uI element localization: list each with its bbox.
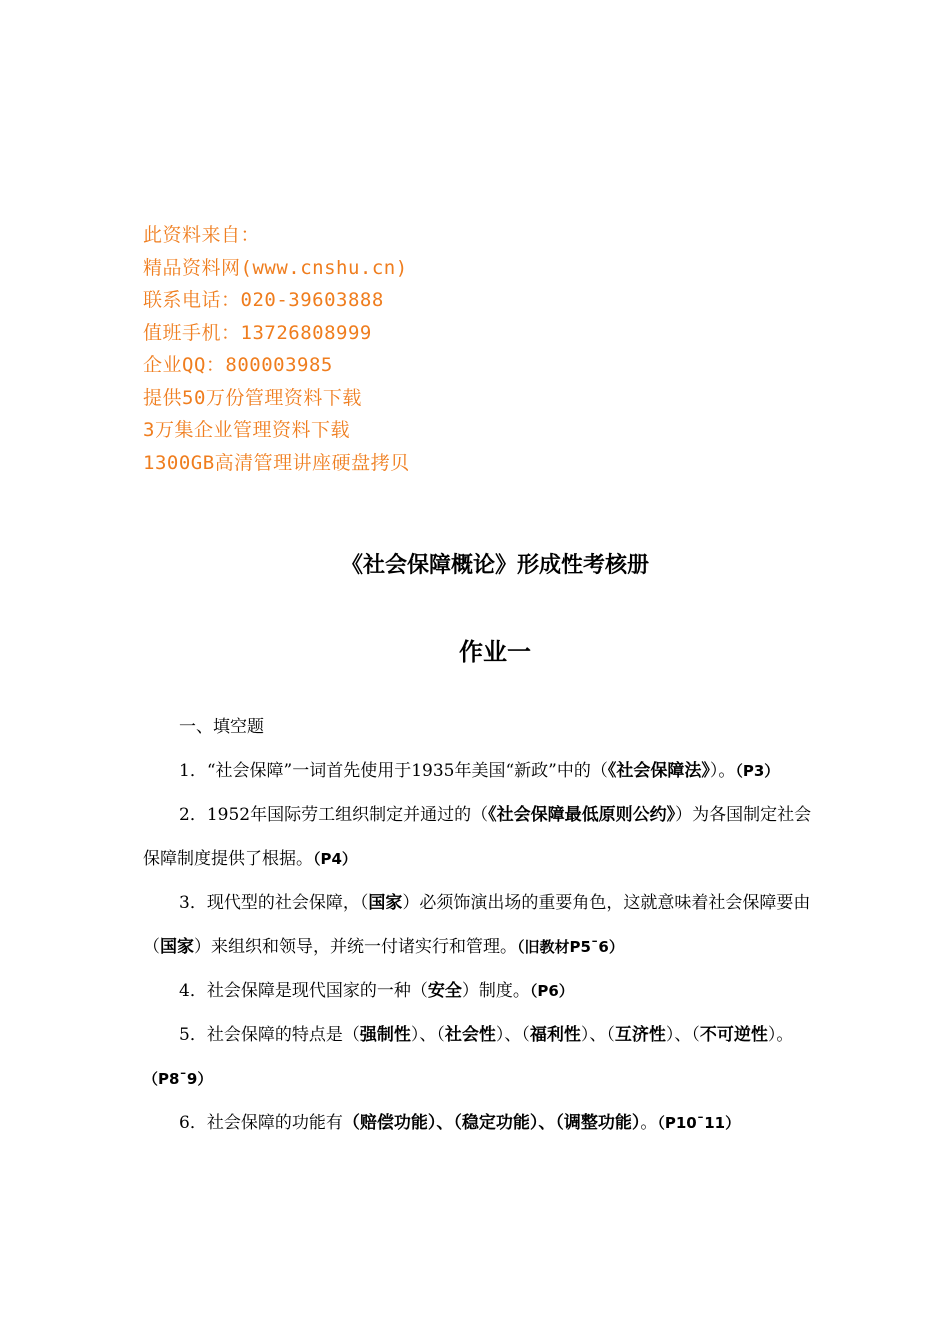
answer: 《社会保障最低原则公约》 <box>488 805 676 825</box>
source-line: 此资料来自： <box>143 224 261 246</box>
page-reference: （P6） <box>529 982 574 1000</box>
answer: （赔偿功能）、（稳定功能）、（调整功能） <box>342 1113 641 1133</box>
answer: 互济性 <box>614 1025 666 1045</box>
question-5: 5．社会保障的特点是（强制性）、（社会性）、（福利性）、（互济性）、（不可逆性）。（P8¯9） <box>143 1025 794 1088</box>
page-reference: （P8¯9） <box>143 1070 213 1088</box>
answer: 国家 <box>368 893 403 913</box>
answer: 安全 <box>427 981 462 1001</box>
assignment-heading: 作业一 <box>459 638 531 666</box>
document-body <box>143 705 815 1145</box>
promo-line-lectures: 1300GB高清管理讲座硬盘拷贝 <box>143 451 410 474</box>
answer: 福利性 <box>529 1025 581 1045</box>
website-line[interactable]: 精品资料网(www.cnshu.cn) <box>143 256 408 279</box>
answer: 《社会保障法》 <box>607 761 710 781</box>
promo-line-episodes: 3万集企业管理资料下载 <box>143 419 350 441</box>
phone-line: 联系电话：020-39603888 <box>143 289 384 311</box>
promo-line-materials: 提供50万份管理资料下载 <box>143 386 362 409</box>
answer: 强制性 <box>359 1025 411 1045</box>
page-reference: （P10¯11） <box>657 1114 741 1132</box>
page-reference: （P3） <box>735 762 780 780</box>
question-3: 3．现代型的社会保障，（国家）必须饰演出场的重要角色，这就意味着社会保障要由（国家）来组织和领导，并统一付诸实行和管理。（旧教材P5¯6） <box>143 893 811 957</box>
question-1: 1．“社会保障”一词首先使用于1935年美国“新政”中的（《社会保障法》）。（P3） <box>179 761 780 781</box>
mobile-line: 值班手机：13726808999 <box>143 321 372 344</box>
question-2: 2．1952年国际劳工组织制定并通过的（《社会保障最低原则公约》）为各国制定社会保障制度提供了根据。（P4） <box>143 805 812 869</box>
page-reference: （P4） <box>313 850 357 868</box>
page-reference: （旧教材P5¯6） <box>517 938 624 956</box>
answer: 不可逆性 <box>699 1025 768 1045</box>
source-info-block <box>143 219 410 479</box>
question-6: 6．社会保障的功能有（赔偿功能）、（稳定功能）、（调整功能）。（P10¯11） <box>179 1113 741 1133</box>
qq-line: 企业QQ：800003985 <box>143 354 333 376</box>
answer: 国家 <box>160 937 194 957</box>
document-title: 《社会保障概论》形成性考核册 <box>340 553 649 578</box>
section-heading: 一、填空题 <box>179 717 264 737</box>
answer: 社会性 <box>444 1025 496 1045</box>
question-4: 4．社会保障是现代国家的一种（安全）制度。（P6） <box>179 981 574 1001</box>
